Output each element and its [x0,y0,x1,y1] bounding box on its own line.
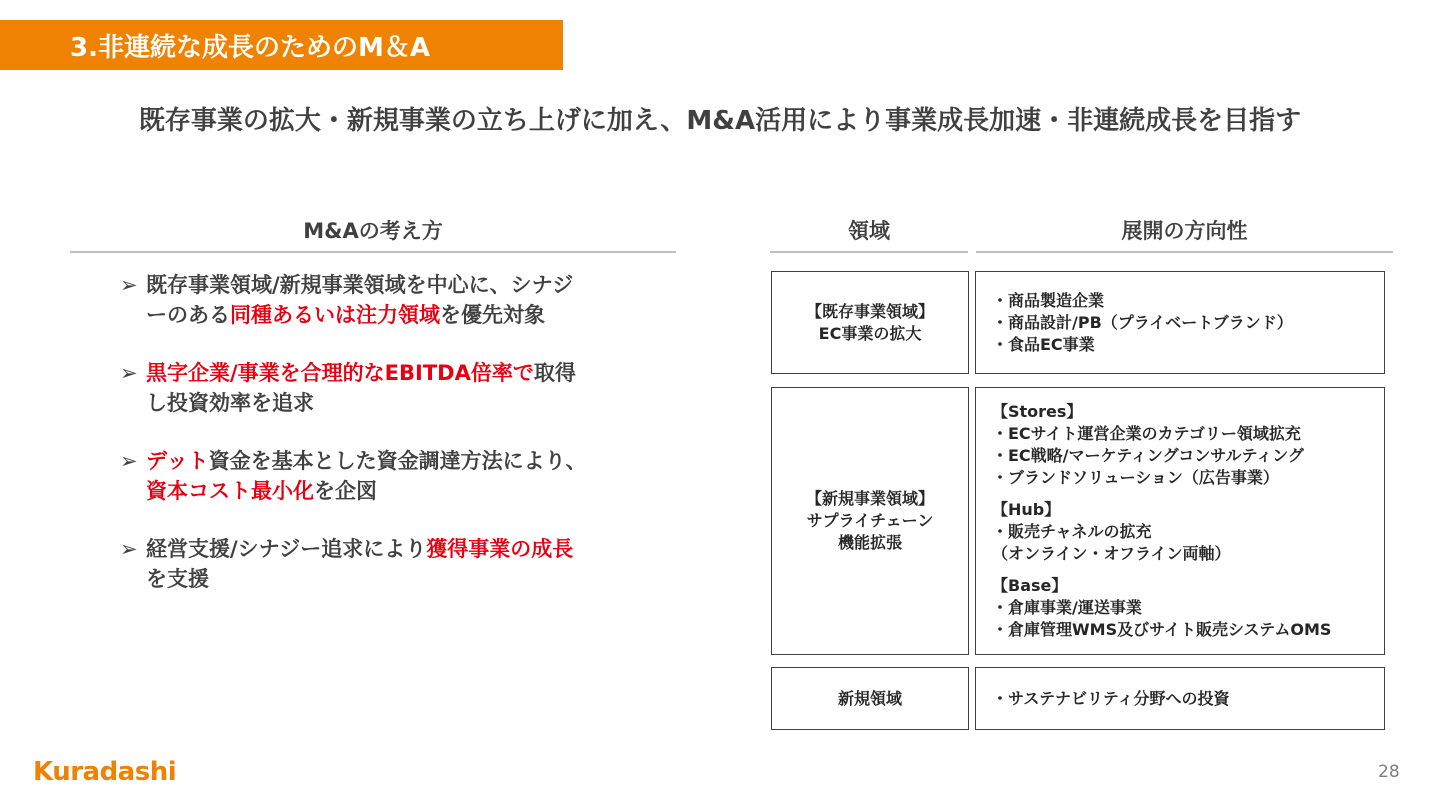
arrow-bullet-icon: ➢ [120,449,138,473]
direction-item: 【Stores】 [992,402,1083,421]
bullet-text-segment: を支援 [146,567,209,591]
section-title-banner [0,20,563,70]
area-column-heading: 領域 [770,215,968,253]
area-cell-new-domain [771,667,969,730]
direction-cell-existing [975,271,1385,374]
ma-approach-list [120,270,660,622]
approach-bullet-text [146,446,587,506]
area-cell-existing [771,271,969,374]
highlight-text: 同種あるいは注力領域 [230,303,440,327]
area-label: EC事業の拡大 [818,323,922,343]
highlight-text: 黒字企業/事業を合理的なEBITDA倍率で [146,361,534,385]
approach-bullet-text [146,534,573,594]
direction-item: ・商品製造企業 [992,290,1105,310]
direction-item: 【Base】 [992,576,1068,595]
direction-item: ・販売チャネルの拡充 [992,522,1152,541]
direction-cell-new-business [975,387,1385,655]
direction-item: （オンライン・オフライン両軸） [992,544,1231,563]
direction-item: ・倉庫事業/運送事業 [992,598,1142,617]
bullet-text-segment: 資金を基本とした資金調達方法により、 [208,449,587,473]
approach-bullet-text [146,358,576,418]
section-title: 3.非連続な成長のためのM＆A [70,32,430,63]
page-number: 28 [1378,762,1400,782]
direction-item: ・商品設計/PB（プライベートブランド） [992,312,1293,332]
arrow-bullet-icon: ➢ [120,361,138,385]
approach-bullet-text [146,270,573,330]
highlight-text: 資本コスト最小化 [146,479,314,503]
approach-bullet [120,534,660,594]
area-label: 【新規事業領域】 [805,489,934,508]
kuradashi-logo: Kuradashi [33,757,177,787]
bullet-text-segment: 既存事業領域/新規事業領域を中心に、シナジ [146,273,574,297]
slide-subtitle: 既存事業の拡大・新規事業の立ち上げに加え、M&A活用により事業成長加速・非連続成長を目指す [138,106,1302,136]
bullet-text-segment: を優先対象 [440,303,545,327]
bullet-text-segment: ーのある [146,303,230,327]
direction-item: 【Hub】 [992,500,1061,519]
bullet-text-segment: 取得 [533,361,576,385]
bullet-text-segment: を企図 [314,479,377,503]
ma-approach-heading: M&Aの考え方 [70,215,676,253]
arrow-bullet-icon: ➢ [120,273,138,297]
area-cell-new-business [771,387,969,655]
direction-item: ・サステナビリティ分野への投資 [992,688,1230,708]
arrow-bullet-icon: ➢ [120,537,138,561]
area-label: 機能拡張 [837,533,902,552]
area-label: サプライチェーン [806,511,934,530]
direction-cell-new-domain [975,667,1385,730]
approach-bullet [120,358,660,418]
highlight-text: 獲得事業の成長 [426,537,574,561]
bullet-text-segment: 経営支援/シナジー追求により [146,537,427,561]
direction-item: ・食品EC事業 [992,334,1095,354]
direction-item: ・ブランドソリューション（広告事業） [992,468,1279,487]
direction-item: ・倉庫管理WMS及びサイト販売システムOMS [992,620,1332,639]
direction-column-heading: 展開の方向性 [976,215,1393,253]
direction-item: ・ECサイト運営企業のカテゴリー領域拡充 [992,424,1301,443]
approach-bullet [120,270,660,330]
area-label: 新規領域 [837,688,902,708]
direction-item: ・EC戦略/マーケティングコンサルティング [992,446,1304,465]
area-label: 【既存事業領域】 [805,301,934,321]
bullet-text-segment: し投資効率を追求 [146,391,314,415]
highlight-text: デット [146,449,209,473]
approach-bullet [120,446,660,506]
